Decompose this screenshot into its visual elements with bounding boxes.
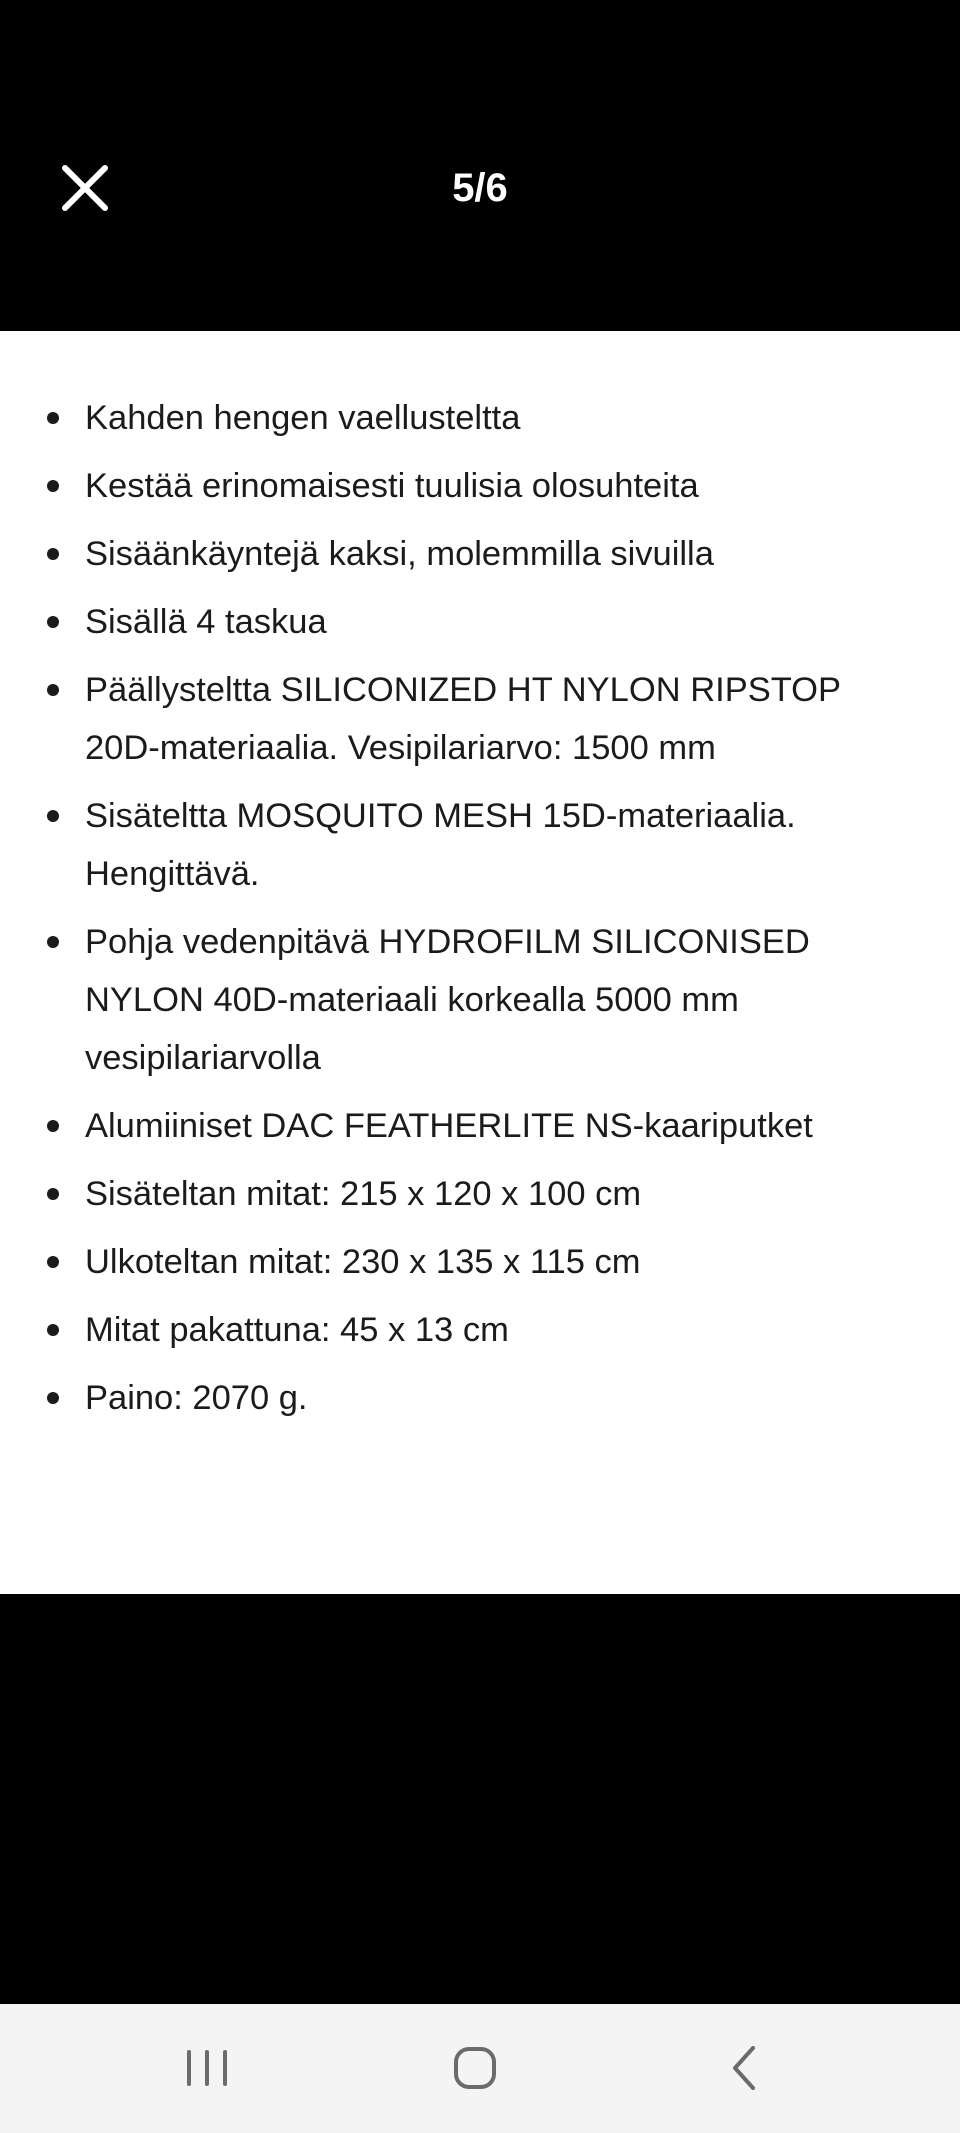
bullet-icon [47,936,59,948]
bullet-icon [47,616,59,628]
list-item [85,1165,920,1223]
list-item-text: Paino: 2070 g. [85,1379,308,1417]
list-item-text: Pohja vedenpitävä HYDROFILM SILICONISED NYLON 40D-materiaali korkealla 5000 mm vesipilariarvolla [85,923,810,1077]
close-button[interactable] [55,158,115,218]
bullet-icon [47,1188,59,1200]
back-button[interactable] [705,2036,785,2100]
home-icon [445,2036,505,2100]
list-item-text: Kestää erinomaisesti tuulisia olosuhteita [85,467,699,505]
list-item-text: Ulkoteltan mitat: 230 x 135 x 115 cm [85,1243,641,1281]
bullet-icon [47,480,59,492]
recents-icon [177,2036,237,2100]
home-button[interactable] [435,2036,515,2100]
list-item [85,389,920,447]
list-item-text: Mitat pakattuna: 45 x 13 cm [85,1311,509,1349]
bullet-icon [47,1120,59,1132]
list-item-text: Sisällä 4 taskua [85,603,327,641]
image-counter: 5/6 [452,166,508,210]
list-item [85,593,920,651]
list-item [85,913,920,1087]
list-item-text: Sisäteltan mitat: 215 x 120 x 100 cm [85,1175,642,1213]
system-nav-bar [0,2004,960,2133]
list-item [85,787,920,903]
list-item [85,1301,920,1359]
viewer-top-bar [0,0,960,331]
bullet-icon [47,684,59,696]
list-item-text: Alumiiniset DAC FEATHERLITE NS-kaariputket [85,1107,813,1145]
list-item [85,1097,920,1155]
list-item-text: Kahden hengen vaellusteltta [85,399,521,437]
list-item [85,661,920,777]
list-item [85,1369,920,1427]
bullet-icon [47,1324,59,1336]
bullet-icon [47,548,59,560]
recents-button[interactable] [167,2036,247,2100]
list-item [85,457,920,515]
back-icon [715,2036,775,2100]
bullet-icon [47,412,59,424]
image-content [0,331,960,1594]
list-item-text: Päällysteltta SILICONIZED HT NYLON RIPSTOP 20D-materiaalia. Vesipilariarvo: 1500 mm [85,671,841,767]
close-icon [55,158,115,218]
bullet-icon [47,1256,59,1268]
list-item-text: Sisäteltta MOSQUITO MESH 15D-materiaalia. Hengittävä. [85,797,796,893]
viewer-background [0,1594,960,2004]
list-item-text: Sisäänkäyntejä kaksi, molemmilla sivuilla [85,535,714,573]
list-item [85,525,920,583]
bullet-icon [47,810,59,822]
feature-list [0,331,960,1427]
bullet-icon [47,1392,59,1404]
list-item [85,1233,920,1291]
